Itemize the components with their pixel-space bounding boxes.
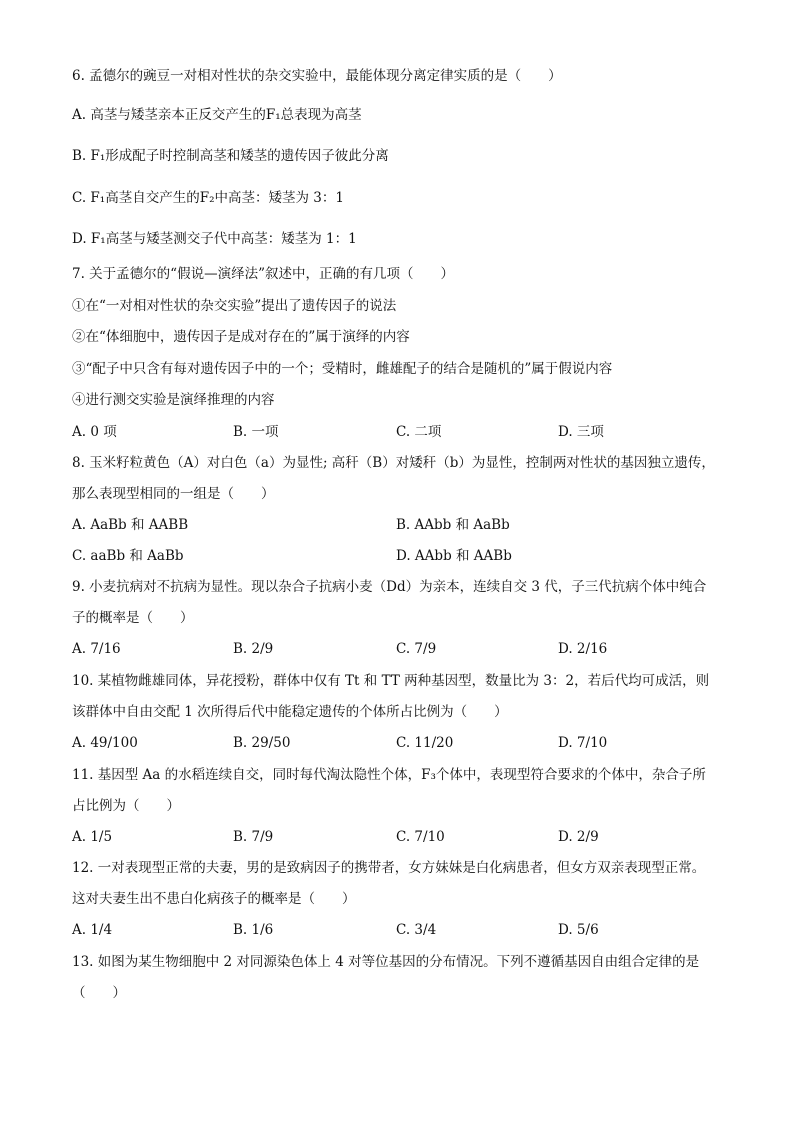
q8-option-d: D. AAbb 和 AABb [396, 548, 512, 564]
q12-option-a: A. 1/4 [72, 922, 113, 938]
q9-stem-line1: 9. 小麦抗病对不抗病为显性。现以杂合子抗病小麦（Dd）为亲本，连续自交 3 代，子三代抗病个体中纯合 [72, 579, 707, 595]
q6-stem: 6. 孟德尔的豌豆一对相对性状的杂交实验中，最能体现分离定律实质的是（ ） [72, 68, 562, 84]
q6-option-a: A. 高茎与矮茎亲本正反交产生的F₁总表现为高茎 [72, 107, 362, 123]
q8-option-b: B. AAbb 和 AaBb [396, 517, 510, 533]
q10-option-b: B. 29/50 [233, 735, 291, 751]
q11-option-c: C. 7/10 [396, 829, 445, 845]
q9-option-d: D. 2/16 [558, 641, 608, 657]
q9-stem-line2: 子的概率是（ ） [72, 610, 194, 626]
q8-stem-line2: 那么表现型相同的一组是（ ） [72, 486, 275, 502]
q8-stem-line1: 8. 玉米籽粒黄色（A）对白色（a）为显性; 高秆（B）对矮秆（b）为显性，控制两对性状的基因独立遗传， [72, 455, 715, 471]
q13-stem-line2: （ ） [72, 985, 126, 1001]
q7-option-b: B. 一项 [233, 424, 279, 440]
q10-option-a: A. 49/100 [72, 735, 138, 751]
q10-option-c: C. 11/20 [396, 735, 454, 751]
q9-option-a: A. 7/16 [72, 641, 121, 657]
q12-option-c: C. 3/4 [396, 922, 437, 938]
q11-stem-line1: 11. 基因型 Aa 的水稻连续自交，同时每代淘汰隐性个体，F₃个体中，表现型符合要求的个体中，杂合子所 [72, 767, 706, 783]
q10-stem-line1: 10. 某植物雌雄同体，异花授粉，群体中仅有 Tt 和 TT 两种基因型，数量比为 3：2，若后代均可成活，则 [72, 673, 710, 689]
q12-stem-line2: 这对夫妻生出不患白化病孩子的概率是（ ） [72, 891, 356, 907]
q6-option-b: B. F₁形成配子时控制高茎和矮茎的遗传因子彼此分离 [72, 148, 389, 164]
q10-option-d: D. 7/10 [558, 735, 608, 751]
q9-option-c: C. 7/9 [396, 641, 437, 657]
q7-item-3: ③“配子中只含有每对遗传因子中的一个；受精时，雌雄配子的结合是随机的”属于假说内容 [72, 361, 613, 377]
q7-item-4: ④进行测交实验是演绎推理的内容 [72, 392, 275, 408]
q7-stem: 7. 关于孟德尔的“假说—演绎法”叙述中，正确的有几项（ ） [72, 266, 454, 282]
q7-option-c: C. 二项 [396, 424, 442, 440]
q8-option-a: A. AaBb 和 AABB [72, 517, 189, 533]
q8-option-c: C. aaBb 和 AaBb [72, 548, 184, 564]
q11-option-a: A. 1/5 [72, 829, 113, 845]
q10-stem-line2: 该群体中自由交配 1 次所得后代中能稳定遗传的个体所占比例为（ ） [72, 704, 508, 720]
q6-option-c: C. F₁高茎自交产生的F₂中高茎：矮茎为 3：1 [72, 190, 344, 206]
q12-stem-line1: 12. 一对表现型正常的夫妻，男的是致病因子的携带者，女方妹妹是白化病患者，但女方双亲表现型正常。 [72, 860, 706, 876]
q7-option-a: A. 0 项 [72, 424, 117, 440]
q11-stem-line2: 占比例为（ ） [72, 798, 180, 814]
q7-option-d: D. 三项 [558, 424, 604, 440]
q7-item-1: ①在“一对相对性状的杂交实验”提出了遗传因子的说法 [72, 298, 397, 314]
q11-option-b: B. 7/9 [233, 829, 274, 845]
q6-option-d: D. F₁高茎与矮茎测交子代中高茎：矮茎为 1：1 [72, 231, 357, 247]
q7-item-2: ②在“体细胞中，遗传因子是成对存在的”属于演绎的内容 [72, 329, 410, 345]
q9-option-b: B. 2/9 [233, 641, 274, 657]
q11-option-d: D. 2/9 [558, 829, 599, 845]
q12-option-b: B. 1/6 [233, 922, 274, 938]
q13-stem-line1: 13. 如图为某生物细胞中 2 对同源染色体上 4 对等位基因的分布情况。下列不遵循基因自由组合定律的是 [72, 954, 700, 970]
q12-option-d: D. 5/6 [558, 922, 599, 938]
